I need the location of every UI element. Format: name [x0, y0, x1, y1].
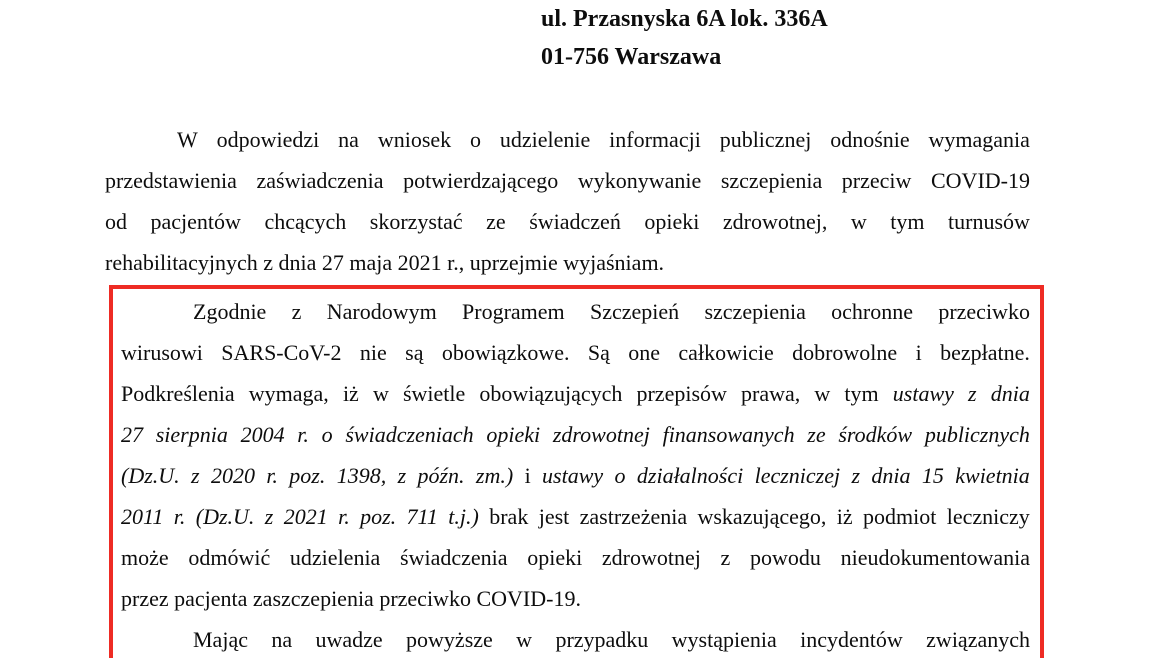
- body-word: nie: [359, 340, 387, 365]
- body-word: iż: [836, 504, 853, 529]
- text-line: [105, 119, 1030, 160]
- citation-word: ustawy: [892, 381, 954, 406]
- body-word: zdrowotnej: [601, 545, 701, 570]
- body-word: podmiot: [863, 504, 937, 529]
- body-word: uwadze: [315, 627, 383, 652]
- body-word: szczepienia: [720, 168, 823, 193]
- body-word: 27: [321, 250, 344, 275]
- body-word: Podkreślenia: [121, 381, 235, 406]
- body-word: wymaga,: [248, 381, 329, 406]
- body-word: maja: [349, 250, 393, 275]
- body-word: opieki: [644, 209, 700, 234]
- citation-word: leczniczej: [754, 463, 841, 488]
- citation-word: (Dz.U.: [195, 504, 255, 529]
- body-word: przeciwko: [379, 586, 471, 611]
- citation-word: 15: [921, 463, 944, 488]
- body-word: przepisów: [636, 381, 727, 406]
- body-word: obowiązkowe.: [441, 340, 570, 365]
- body-word: całkowicie: [678, 340, 774, 365]
- body-word: może: [121, 545, 169, 570]
- citation-word: o: [614, 463, 626, 488]
- body-word: potwierdzającego: [403, 168, 559, 193]
- body-word: są: [405, 340, 424, 365]
- body-word: bezpłatne.: [940, 340, 1030, 365]
- citation-word: sierpnia: [155, 422, 228, 447]
- citation-word: 1398,: [336, 463, 387, 488]
- body-word: prawa,: [741, 381, 801, 406]
- citation-word: z: [397, 463, 407, 488]
- body-word: rehabilitacyjnych: [105, 250, 258, 275]
- body-word: r.,: [447, 250, 465, 275]
- body-word: odnośnie: [830, 127, 910, 152]
- body-word: wykonywanie: [577, 168, 702, 193]
- citation-word: r.: [266, 463, 278, 488]
- body-word: zdrowotnej,: [722, 209, 828, 234]
- body-word: opieki: [527, 545, 583, 570]
- body-word: uprzejmie: [469, 250, 558, 275]
- text-line: [121, 414, 1030, 455]
- citation-word: poz.: [360, 504, 397, 529]
- body-word: Mając: [193, 627, 248, 652]
- body-word: nieudokumentowania: [840, 545, 1030, 570]
- body-word: przeciw: [841, 168, 912, 193]
- body-word: z: [263, 250, 273, 275]
- body-word: Szczepień: [589, 299, 680, 324]
- text-line: [121, 619, 1030, 658]
- body-word: dobrowolne: [792, 340, 898, 365]
- body-word: świadczenia: [400, 545, 508, 570]
- text-line: [105, 160, 1030, 201]
- body-word: przez: [121, 586, 169, 611]
- body-word: pacjenta: [174, 586, 248, 611]
- body-word: leczniczy: [946, 504, 1030, 529]
- body-word: z: [291, 299, 302, 324]
- citation-word: poz.: [289, 463, 326, 488]
- citation-word: z: [851, 463, 861, 488]
- citation-word: o: [321, 422, 333, 447]
- citation-word: działalności: [636, 463, 744, 488]
- body-word: i: [524, 463, 531, 488]
- body-word: informacji: [609, 127, 701, 152]
- body-word: o: [470, 127, 482, 152]
- citation-word: 2004: [240, 422, 285, 447]
- body-word: w: [372, 381, 389, 406]
- body-word: przeciwko: [938, 299, 1030, 324]
- body-word: na: [271, 627, 293, 652]
- citation-word: ze: [807, 422, 826, 447]
- citation-word: opieki: [486, 422, 541, 447]
- body-word: jest: [538, 504, 570, 529]
- body-word: incydentów: [800, 627, 903, 652]
- body-word: powodu: [750, 545, 821, 570]
- citation-word: środków: [838, 422, 913, 447]
- body-word: SARS-CoV-2: [221, 340, 342, 365]
- body-word: publicznej: [719, 127, 812, 152]
- text-line: [105, 242, 1030, 283]
- body-word: Są: [587, 340, 610, 365]
- citation-word: (Dz.U.: [121, 463, 180, 488]
- text-line: [121, 537, 1030, 578]
- body-word: udzielenie: [499, 127, 591, 152]
- citation-word: ustawy: [542, 463, 604, 488]
- body-word: w: [850, 209, 867, 234]
- text-line: [121, 455, 1030, 496]
- body-word: dnia: [278, 250, 317, 275]
- citation-word: 711: [406, 504, 438, 529]
- body-word: z: [720, 545, 731, 570]
- body-word: brak: [489, 504, 529, 529]
- text-line: [105, 201, 1030, 242]
- citation-word: późn.: [417, 463, 465, 488]
- body-word: Zgodnie: [193, 299, 267, 324]
- citation-word: 2020: [210, 463, 255, 488]
- text-line: [121, 496, 1030, 537]
- body-word: w: [814, 381, 831, 406]
- citation-word: zdrowotnej: [552, 422, 650, 447]
- box-paragraph-incidents: [121, 619, 1030, 658]
- body-word: W: [177, 127, 198, 152]
- text-line: [121, 291, 1030, 332]
- body-word: pacjentów: [150, 209, 241, 234]
- address-line-street: ul. Przasnyska 6A lok. 336A: [541, 6, 828, 32]
- citation-word: dnia: [990, 381, 1030, 406]
- body-word: wskazującego,: [697, 504, 827, 529]
- body-word: COVID-19.: [476, 586, 581, 611]
- body-word: związanych: [926, 627, 1030, 652]
- body-word: świetle: [402, 381, 466, 406]
- body-word: turnusów: [948, 209, 1030, 234]
- body-word: od: [105, 209, 127, 234]
- citation-word: kwietnia: [955, 463, 1030, 488]
- citation-word: r.: [173, 504, 186, 529]
- address-line-city: 01-756 Warszawa: [541, 44, 722, 70]
- body-word: i: [915, 340, 922, 365]
- highlight-box: [109, 285, 1044, 658]
- citation-word: 27: [121, 422, 143, 447]
- body-word: odpowiedzi: [216, 127, 320, 152]
- body-word: wymagania: [928, 127, 1030, 152]
- body-word: przedstawienia: [105, 168, 237, 193]
- body-word: w: [516, 627, 533, 652]
- citation-word: świadczeniach: [345, 422, 474, 447]
- box-paragraph-vaccination-voluntary: [121, 291, 1030, 619]
- body-word: ze: [486, 209, 506, 234]
- citation-word: zm.): [475, 463, 514, 488]
- body-word: wyjaśniam.: [563, 250, 665, 275]
- citation-word: r.: [297, 422, 309, 447]
- body-word: powyższe: [406, 627, 493, 652]
- body-word: skorzystać: [369, 209, 463, 234]
- body-word: tym: [890, 209, 925, 234]
- body-word: na: [338, 127, 359, 152]
- citation-word: t.j.): [448, 504, 479, 529]
- body-word: iż: [342, 381, 359, 406]
- intro-paragraph: [105, 119, 1030, 283]
- text-line: [121, 578, 1030, 619]
- body-word: one: [628, 340, 661, 365]
- body-word: udzielenia: [289, 545, 381, 570]
- body-word: 2021: [397, 250, 442, 275]
- body-word: świadczeń: [529, 209, 621, 234]
- citation-word: 2021: [283, 504, 328, 529]
- citation-word: z: [968, 381, 977, 406]
- body-word: chcących: [264, 209, 347, 234]
- body-word: COVID-19: [931, 168, 1030, 193]
- body-word: przypadku: [555, 627, 649, 652]
- body-word: ochronne: [831, 299, 914, 324]
- body-word: zaszczepienia: [252, 586, 374, 611]
- citation-word: z: [264, 504, 274, 529]
- citation-word: r.: [338, 504, 350, 529]
- text-line: [121, 332, 1030, 373]
- body-word: obowiązujących: [479, 381, 623, 406]
- citation-word: 2011: [121, 504, 164, 529]
- citation-word: dnia: [871, 463, 911, 488]
- body-word: zastrzeżenia: [579, 504, 688, 529]
- body-word: wystąpienia: [671, 627, 777, 652]
- body-word: zaświadczenia: [256, 168, 384, 193]
- address-block: [541, 0, 828, 76]
- body-word: odmówić: [188, 545, 271, 570]
- body-word: szczepienia: [704, 299, 806, 324]
- citation-word: publicznych: [924, 422, 1030, 447]
- body-word: Programem: [462, 299, 565, 324]
- text-line: [121, 373, 1030, 414]
- body-word: tym: [844, 381, 879, 406]
- citation-word: finansowanych: [662, 422, 795, 447]
- body-word: wniosek: [377, 127, 452, 152]
- body-word: Narodowym: [326, 299, 437, 324]
- citation-word: z: [191, 463, 200, 488]
- body-word: wirusowi: [121, 340, 203, 365]
